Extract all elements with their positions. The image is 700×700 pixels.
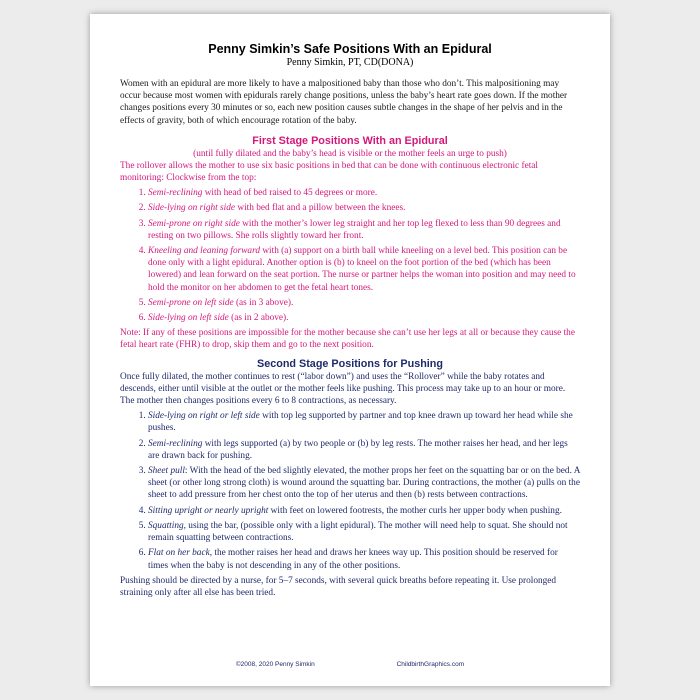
list-item: 3. Semi-prone on right side with the mother’s lower leg straight and her top leg flexed to less than 90 degrees and resting on two pillows. She rolls slightly toward her front.	[148, 218, 580, 242]
second-stage-title: Second Stage Positions for Pushing	[257, 357, 443, 370]
list-item: 5. Squatting, using the bar, (possible only with a light epidural). The mother will need help to squat. She should not remain squatting between contractions.	[148, 520, 580, 544]
document-title: Penny Simkin’s Safe Positions With an Epidural	[208, 42, 492, 56]
list-item: 2. Semi-reclining with legs supported (a) by two people or (b) by leg rests. The mother raises her head, and her legs are drawn back for pushing.	[148, 438, 580, 462]
first-stage-list	[120, 187, 580, 324]
document-page	[90, 14, 610, 686]
second-stage-description: Once fully dilated, the mother continues to rest (“labor down”) and uses the “Rollover” while the baby rotates and descends, either until visible at the outlet or the mother feels like pushing. This process may take up to an hour or more. The mother then changes positions every 6 to 8 contractions, as necessary.	[120, 371, 566, 407]
first-stage-title: First Stage Positions With an Epidural	[252, 134, 448, 147]
list-item: 5. Semi-prone on left side (as in 3 above).	[148, 297, 580, 309]
first-stage-subtitle: (until fully dilated and the baby’s head is visible or the mother feels an urge to push)	[193, 148, 507, 159]
list-item: 4. Sitting upright or nearly upright with feet on lowered footrests, the mother curls her upper body when pushing.	[148, 505, 580, 517]
list-item: 1. Side-lying on right or left side with top leg supported by partner and top knee drawn up toward her head while she pushes.	[148, 410, 580, 434]
first-stage-note: Note: If any of these positions are impossible for the mother because she can’t use her legs at all or because they cause the fetal heart rate (FHR) to drop, skip them and go to the next position.	[120, 328, 575, 351]
list-item: 6. Flat on her back, the mother raises her head and draws her knees way up. This position should be reserved for times when the baby is not descending in any of the other positions.	[148, 547, 580, 571]
list-item: 3. Sheet pull: With the head of the bed slightly elevated, the mother props her feet on the squatting bar or on the bed. A sheet (or other long strong cloth) is wound around the squatting bar. During contractions, the mother (a) pulls on the sheet to add pressure from her chest onto the top of her uterus and then (b) rests between contractions.	[148, 465, 580, 502]
list-item: 1. Semi-reclining with head of bed raised to 45 degrees or more.	[148, 187, 580, 199]
document-footer	[90, 661, 610, 668]
document-author: Penny Simkin, PT, CD(DONA)	[286, 57, 414, 68]
site-text: ChildbirthGraphics.com	[396, 661, 465, 668]
intro-paragraph: Women with an epidural are more likely to have a malpositioned baby than those who don’t. This malpositioning may occur because most women with epidurals rarely change positions, unless the baby’s heart rate goes down. If the mother changes positions every 30 minutes or so, each new position causes subtle changes in the shape of her pelvis and in the effects of gravity, both of which encourage rotation of the baby.	[120, 79, 568, 126]
first-stage-description: The rollover allows the mother to use six basic positions in bed that can be done with continuous electronic fetal monitoring: Clockwise from the top:	[120, 160, 538, 184]
list-item: 6. Side-lying on left side (as in 2 above).	[148, 312, 580, 324]
second-stage-closing: Pushing should be directed by a nurse, for 5–7 seconds, with several quick breaths before repeating it. Use prolonged straining only after all else has been tried.	[120, 575, 557, 598]
copyright-text: ©2008, 2020 Penny Simkin	[235, 661, 315, 668]
list-item: 2. Side-lying on right side with bed flat and a pillow between the knees.	[148, 202, 580, 214]
second-stage-list	[120, 410, 580, 571]
list-item: 4. Kneeling and leaning forward with (a) support on a birth ball while kneeling on a level bed. This position can be done only with a light epidural. Another option is (b) to kneel on the foot portion of the bed (which has been lowered) and lean forward on the seat portion. The nurse or partner helps the woman into position and may need to hold the monitor on her abdomen to get the fetal heart tones.	[148, 245, 580, 294]
